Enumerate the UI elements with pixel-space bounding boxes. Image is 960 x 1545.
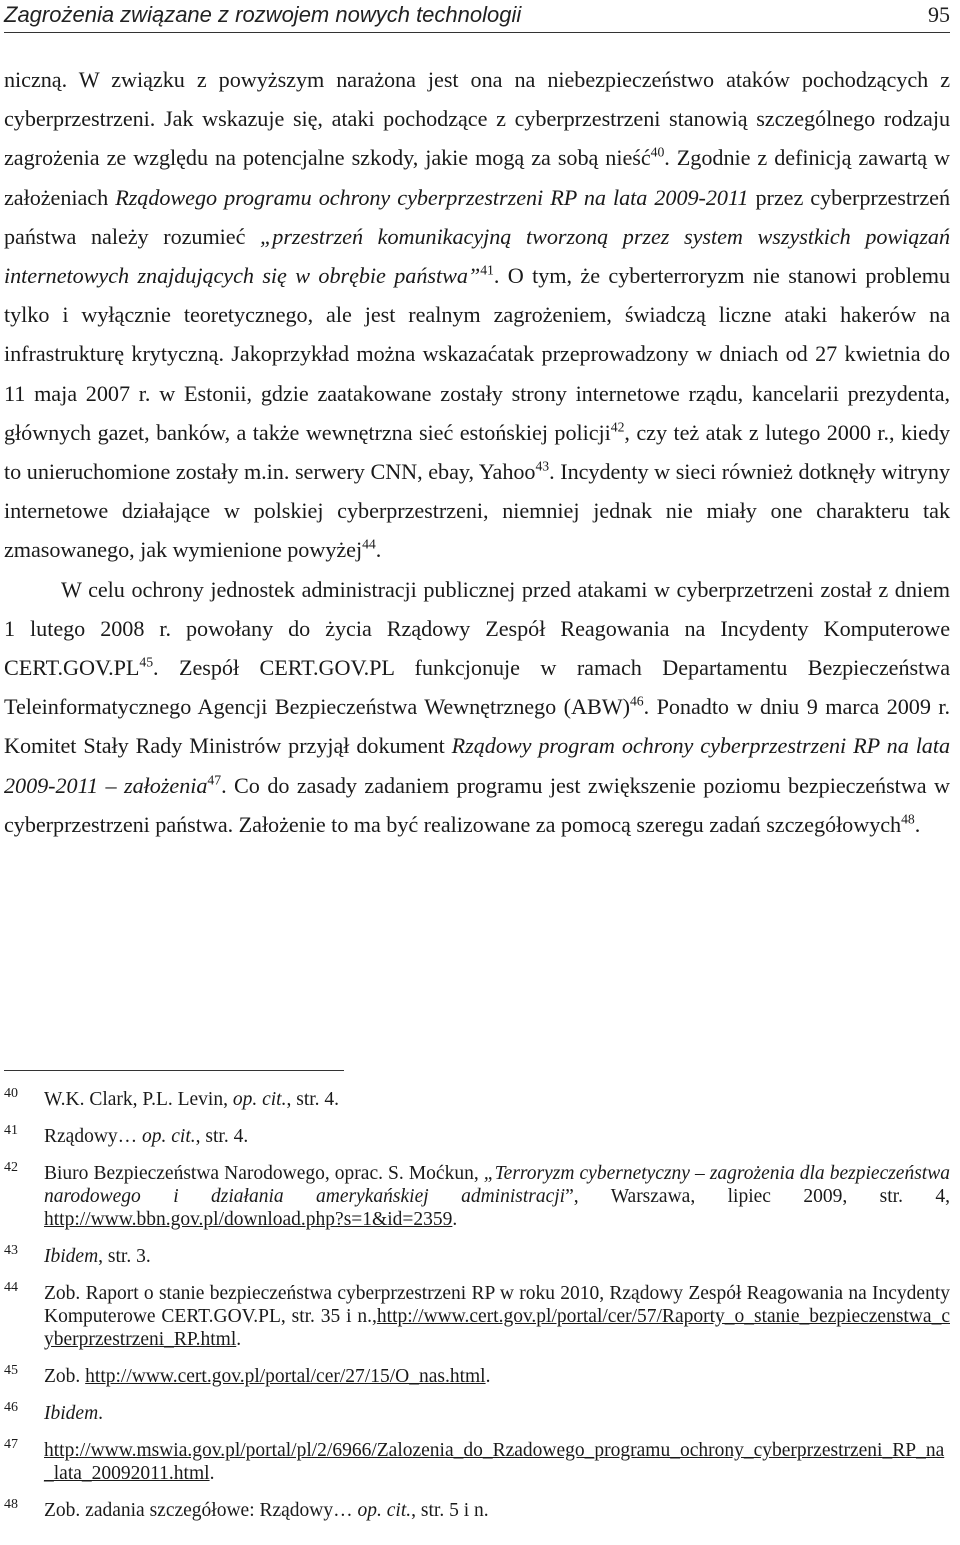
text-run: . Zgodnie z definicją zawartą w założeniach — [4, 145, 950, 210]
italic-title: Rządowego programu ochrony cyberprzestrzeni RP na lata 2009-2011 — [115, 184, 749, 210]
footnote-ref-47[interactable]: 47 — [207, 772, 222, 788]
italic-text: op. cit. — [142, 1126, 196, 1147]
italic-text: op. cit. — [232, 1089, 287, 1110]
footnote-ref-43[interactable]: 43 — [535, 458, 550, 474]
footnote-link[interactable]: http://www.cert.gov.pl/portal/cer/57/Raporty_o_stanie_bezpieczenstwa_cyberprzestrzeni_RP.html — [44, 1306, 950, 1350]
footnote-44 — [4, 1282, 950, 1351]
text-run: przez cyberprzestrzeń państwa należy rozumieć — [4, 184, 950, 249]
text-run: . — [485, 1366, 491, 1387]
footnote-number: 46 — [4, 1400, 18, 1415]
text-run: . Zespół CERT.GOV.PL funkcjonuje w ramach Departamentu Bezpieczeństwa Teleinformatycznego Agencji Bezpieczeństwa Wewnętrznego (ABW) — [4, 655, 950, 720]
footnote-45 — [4, 1365, 950, 1388]
text-run: , czy też atak z lutego 2000 r., kiedy to unieruchomione zostały m.in. serwery CNN, ebay, Yahoo — [4, 419, 950, 485]
text-run: , str. 5 i n. — [411, 1500, 489, 1521]
page-number: 95 — [928, 2, 950, 27]
footnote-number: 43 — [4, 1243, 18, 1258]
text-run: . Co do zasady zadaniem programu jest zwiększenie poziomu bezpieczeństwa w cyberprzestrzeni państwa. Założenie to ma być realizowane za pomocą szeregu zadań szczegółowych — [4, 772, 951, 837]
footnote-48 — [4, 1499, 950, 1522]
footnote-42 — [4, 1162, 950, 1231]
footnote-ref-41[interactable]: 41 — [480, 262, 494, 278]
footnote-47 — [4, 1439, 950, 1485]
text-run: . — [914, 811, 921, 837]
footnote-ref-40[interactable]: 40 — [650, 145, 665, 161]
footnote-ref-44[interactable]: 44 — [362, 537, 376, 553]
italic-quote: „przestrzeń komunikacyjną tworzoną przez system wszystkich powiązań internetowych znajdujących się w obrębie państwa” — [4, 223, 950, 289]
italic-text: Ibidem — [44, 1246, 99, 1267]
text-run: , str. 4. — [286, 1089, 340, 1110]
footnote-number: 41 — [4, 1123, 18, 1138]
paragraph-1 — [4, 60, 950, 570]
text-run: Zob. zadania szczegółowe: Rządowy… — [44, 1500, 358, 1521]
text-run: niczną. W związku z powyższym narażona jest ona na niebezpieczeństwo ataków pochodzących z cyberprzestrzeni. Jak wskazuje się, ataki pochodzące z cyberprzestrzeni stanowią szczególnego rodzaju zagrożenia ze względu na potencjalne szkody, jakie mogą za sobą nieść — [4, 67, 950, 171]
footnote-number: 47 — [4, 1437, 18, 1452]
footnote-number: 44 — [4, 1280, 18, 1295]
text-run: Biuro Bezpieczeństwa Narodowego, oprac. S. Moćkun, — [44, 1163, 484, 1184]
footnote-number: 48 — [4, 1497, 18, 1512]
running-header — [4, 0, 950, 33]
text-run: Rządowy… — [44, 1126, 143, 1147]
footnote-ref-45[interactable]: 45 — [139, 654, 154, 670]
footnote-ref-42[interactable]: 42 — [610, 419, 625, 435]
footnote-40 — [4, 1088, 950, 1111]
text-run: . Incydenty w sieci również dotknęły witryny internetowe działające w polskiej cyberprzestrzeni, niemniej jednak nie miały one charakteru tak zmasowanego, jak wymienione powyżej — [4, 459, 950, 563]
main-text — [4, 60, 950, 844]
text-run: . Ponadto w dniu 9 marca 2009 r. Komitet Stały Rady Ministrów przyjął dokument — [4, 694, 951, 759]
footnote-41 — [4, 1125, 950, 1148]
text-run: , str. 4. — [195, 1126, 249, 1147]
footnote-number: 40 — [4, 1086, 18, 1101]
paragraph-2 — [4, 570, 950, 844]
footnote-link[interactable]: http://www.cert.gov.pl/portal/cer/27/15/O_nas.html — [85, 1366, 486, 1387]
text-run: . — [452, 1209, 458, 1230]
footnote-number: 42 — [4, 1160, 18, 1175]
running-title: Zagrożenia związane z rozwojem nowych technologii — [4, 2, 522, 27]
footnote-number: 45 — [4, 1363, 18, 1378]
italic-text: op. cit. — [357, 1500, 412, 1521]
text-run: W celu ochrony jednostek administracji publicznej przed atakami w cyberprzetrzeni został z dniem 1 lutego 2008 r. powołany do życia Rządowy Zespół Reagowania na Incydenty Komputerowe CERT.GOV.PL — [4, 576, 950, 681]
text-run: , str. 3. — [98, 1246, 151, 1267]
italic-text: „Terroryzm cybernetyczny – zagrożenia dla bezpieczeństwa narodowego i działania amerykańskiej administracji — [44, 1163, 950, 1207]
footnote-link[interactable]: http://www.mswia.gov.pl/portal/pl/2/6966/Zalozenia_do_Rzadowego_programu_ochrony_cyberprzestrzeni_RP_na_lata_20092011.html — [44, 1440, 945, 1484]
footnote-ref-46[interactable]: 46 — [629, 693, 644, 709]
text-run: . — [209, 1463, 215, 1484]
text-run: . — [98, 1403, 104, 1424]
text-run: Zob. — [44, 1366, 86, 1387]
footnote-ref-48[interactable]: 48 — [901, 811, 915, 827]
text-run: W.K. Clark, P.L. Levin, — [44, 1089, 233, 1110]
footnote-43 — [4, 1245, 950, 1268]
footnote-link[interactable]: http://www.bbn.gov.pl/download.php?s=1&id=2359 — [44, 1209, 453, 1230]
text-run: . — [375, 537, 382, 563]
text-run: . — [236, 1329, 242, 1350]
italic-text: Ibidem — [44, 1403, 99, 1424]
text-run: . O tym, że cyberterroryzm nie stanowi problemu tylko i wyłącznie teoretycznego, ale jest realnym zagrożeniem, świadczą liczne ataki hakerów na infrastrukturę krytyczną. Jakoprzykład można wskazaćatak przeprowadzony w dniach od 27 kwietnia do 11 maja 2007 r. w Estonii, gdzie zaatakowane zostały strony internetowe rządu, kancelarii prezydenta, głównych gazet, banków, a także wewnętrzna sieć estońskiej policji — [4, 263, 950, 445]
italic-title: Rządowy program ochrony cyberprzestrzeni RP na lata 2009-2011 – założenia — [4, 733, 951, 798]
text-run: ”, Warszawa, lipiec 2009, str. 4, — [565, 1186, 950, 1207]
footnote-separator — [4, 1070, 344, 1071]
footnote-46 — [4, 1402, 950, 1425]
footnotes — [4, 1088, 950, 1522]
text-run: Zob. Raport o stanie bezpieczeństwa cyberprzestrzeni RP w roku 2010, Rządowy Zespół Reagowania na Incydenty Komputerowe CERT.GOV.PL, str. 35 i n., — [44, 1283, 950, 1327]
